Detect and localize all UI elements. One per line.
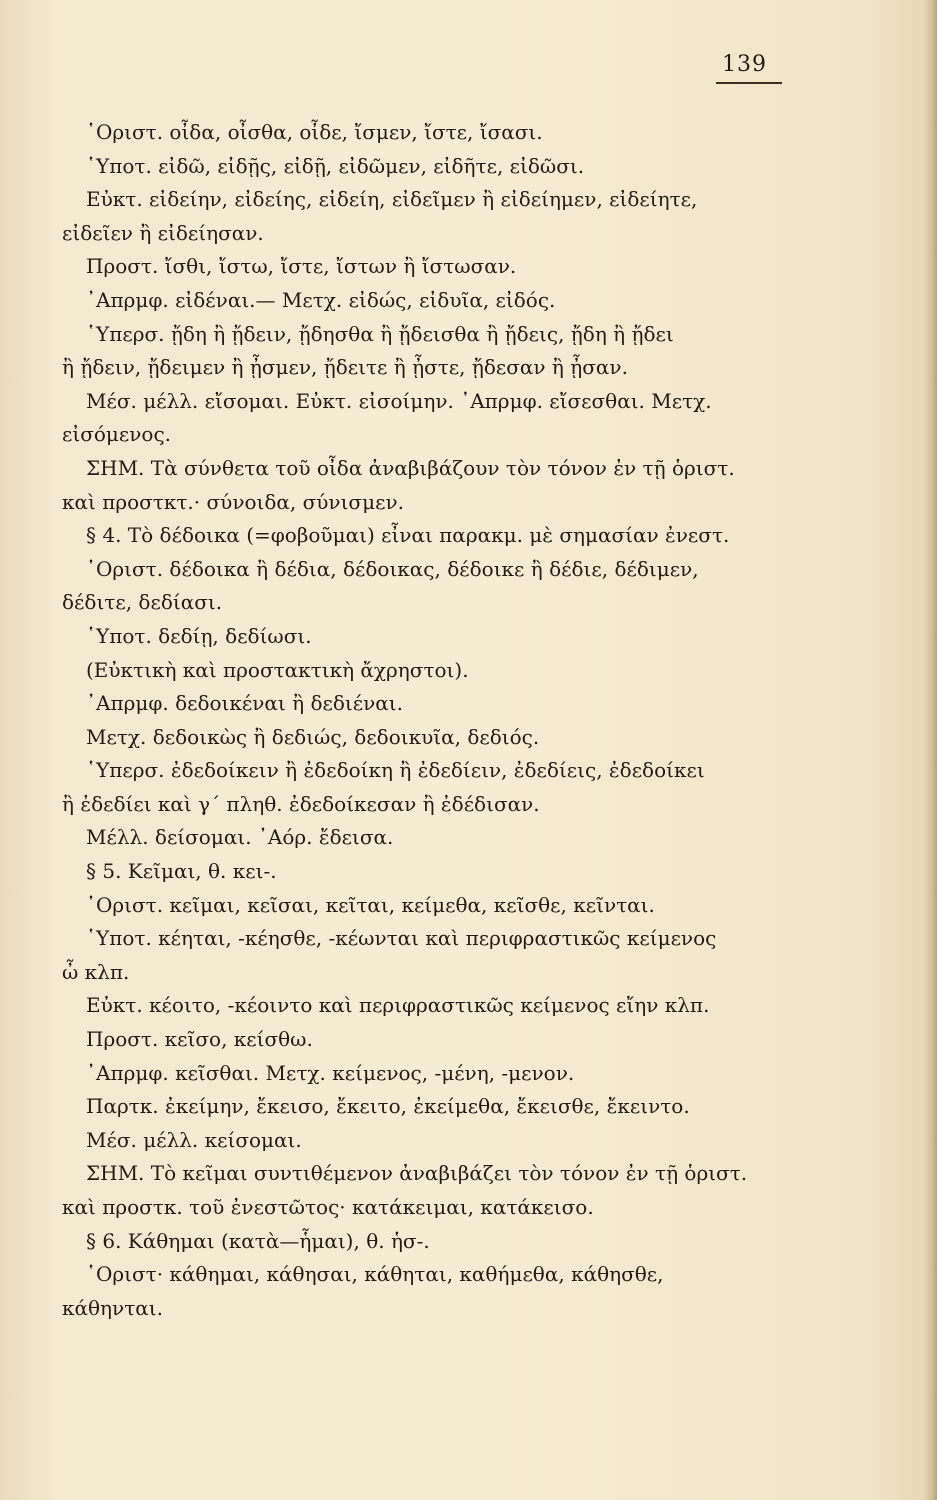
page-number-rule bbox=[716, 82, 782, 84]
text-line: ἢ ᾔδειν, ᾔδειμεν ἢ ᾖσμεν, ᾔδειτε ἢ ᾖστε, ᾔδεσαν ἢ ᾖσαν. bbox=[62, 355, 628, 380]
text-line: Παρτκ. ἐκείμην, ἔκεισο, ἔκειτο, ἐκείμεθα, ἔκεισθε, ἔκειντο. bbox=[86, 1094, 690, 1119]
text-line: ΣΗΜ. Τὸ κεῖμαι συντιθέμενον ἀναβιβάζει τὸν τόνον ἐν τῇ ὁριστ. bbox=[86, 1161, 748, 1186]
text-line: § 5. Κεῖμαι, θ. κει-. bbox=[86, 859, 277, 884]
text-line: καὶ προστκτ.· σύνοιδα, σύνισμεν. bbox=[62, 489, 404, 514]
text-line: ὦ κλπ. bbox=[62, 959, 130, 984]
text-line: κάθηνται. bbox=[62, 1295, 163, 1320]
text-line: Προστ. ἴσθι, ἴστω, ἴστε, ἴστων ἢ ἴστωσαν. bbox=[86, 254, 517, 279]
text-line: ῾Οριστ. δέδοικα ἢ δέδια, δέδοικας, δέδοικε ἢ δέδιε, δέδιμεν, bbox=[86, 556, 699, 581]
text-line: εἰδεῖεν ἢ εἰδείησαν. bbox=[62, 220, 264, 245]
text-line: ἢ ἐδεδίει καὶ γ΄ πληθ. ἐδεδοίκεσαν ἢ ἐδέδισαν. bbox=[62, 791, 540, 816]
text-line: ῾Υποτ. εἰδῶ, εἰδῇς, εἰδῇ, εἰδῶμεν, εἰδῆτε, εἰδῶσι. bbox=[86, 153, 585, 178]
text-line: ῾Υπερσ. ἐδεδοίκειν ἢ ἐδεδοίκη ἢ ἐδεδίειν, ἐδεδίεις, ἐδεδοίκει bbox=[86, 758, 705, 783]
text-line: ῾Οριστ. οἶδα, οἶσθα, οἶδε, ἴσμεν, ἴστε, ἴσασι. bbox=[86, 120, 543, 144]
text-line: Εὐκτ. εἰδείην, εἰδείης, εἰδείη, εἰδεῖμεν ἢ εἰδείημεν, εἰδείητε, bbox=[86, 187, 698, 212]
text-line: ῾Υποτ. κέηται, -κέησθε, -κέωνται καὶ περιφραστικῶς κείμενος bbox=[86, 926, 717, 951]
text-line: § 4. Τὸ δέδοικα (=φοβοῦμαι) εἶναι παρακμ. μὲ σημασίαν ἐνεστ. bbox=[86, 523, 730, 548]
text-line: δέδιτε, δεδίασι. bbox=[62, 590, 223, 615]
page-edge-shadow bbox=[923, 0, 937, 1500]
text-line: ῾Οριστ. κεῖμαι, κεῖσαι, κεῖται, κείμεθα, κεῖσθε, κεῖνται. bbox=[86, 892, 655, 917]
text-line: Μέλλ. δείσομαι. ᾿Αόρ. ἔδεισα. bbox=[86, 825, 394, 850]
text-line: Προστ. κεῖσο, κείσθω. bbox=[86, 1027, 313, 1052]
text-line: καὶ προστκ. τοῦ ἐνεστῶτος· κατάκειμαι, κατάκεισο. bbox=[62, 1195, 594, 1219]
text-line: ῾Υποτ. δεδίῃ, δεδίωσι. bbox=[86, 623, 312, 648]
text-line: ῾Υπερσ. ᾔδη ἢ ᾔδειν, ᾔδησθα ἢ ᾔδεισθα ἢ ᾔδεις, ᾔδη ἢ ᾔδει bbox=[86, 321, 674, 346]
text-line: ῾Οριστ· κάθημαι, κάθησαι, κάθηται, καθήμεθα, κάθησθε, bbox=[86, 1262, 664, 1287]
text-line: ΣΗΜ. Τὰ σύνθετα τοῦ οἶδα ἀναβιβάζουν τὸν τόνον ἐν τῇ ὁριστ. bbox=[86, 455, 735, 480]
body-text bbox=[62, 116, 832, 1325]
text-line: ᾿Απρμφ. κεῖσθαι. Μετχ. κείμενος, -μένη, -μενον. bbox=[86, 1060, 575, 1085]
text-line: ᾿Απρμφ. δεδοικέναι ἢ δεδιέναι. bbox=[86, 691, 403, 716]
text-line: ᾿Απρμφ. εἰδέναι.— Μετχ. εἰδώς, εἰδυῖα, εἰδός. bbox=[86, 287, 556, 312]
text-line: Μέσ. μέλλ. κείσομαι. bbox=[86, 1127, 302, 1152]
page-number: 139 bbox=[722, 52, 767, 77]
text-line: § 6. Κάθημαι (κατὰ—ἧμαι), θ. ἡσ-. bbox=[86, 1228, 430, 1253]
text-line: Εὐκτ. κέοιτο, -κέοιντο καὶ περιφραστικῶς κείμενος εἴην κλπ. bbox=[86, 993, 710, 1018]
text-line: Μέσ. μέλλ. εἴσομαι. Εὐκτ. εἰσοίμην. ᾿Απρμφ. εἴσεσθαι. Μετχ. bbox=[86, 388, 712, 413]
text-line: (Εὐκτικὴ καὶ προστακτικὴ ἄχρηστοι). bbox=[86, 657, 469, 682]
text-line: Μετχ. δεδοικὼς ἢ δεδιώς, δεδοικυῖα, δεδιός. bbox=[86, 724, 540, 749]
text-line: εἰσόμενος. bbox=[62, 422, 172, 447]
